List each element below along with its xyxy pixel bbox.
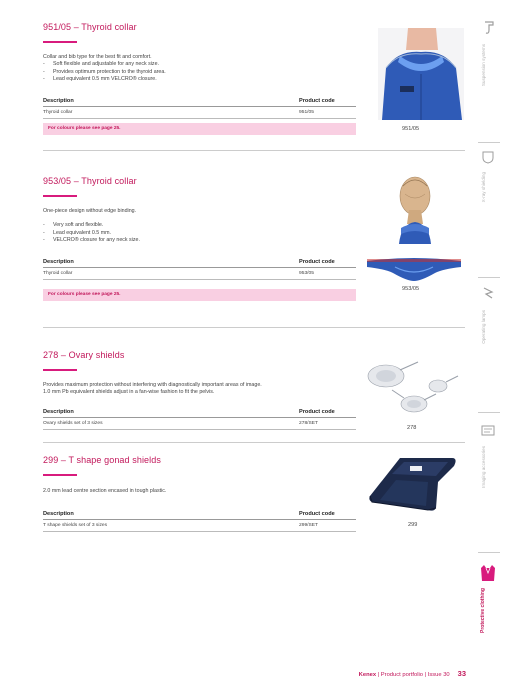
section-title: 953/05 – Thyroid collar bbox=[43, 176, 137, 186]
sidebar-item-suspension[interactable]: Suspension systems bbox=[481, 44, 486, 87]
feature-item: - VELCRO® closure for any neck size. bbox=[43, 237, 363, 244]
feature-item: - Soft flexible and adjustable for any neck size. bbox=[43, 61, 363, 68]
title-underline bbox=[43, 41, 77, 43]
feature-item: - Lead equivalent 0.5 mm. bbox=[43, 230, 363, 237]
sidebar-divider bbox=[478, 412, 500, 413]
sidebar-divider bbox=[478, 552, 500, 553]
section-title: 951/05 – Thyroid collar bbox=[43, 22, 137, 32]
mannequin-head-photo bbox=[393, 172, 437, 246]
product-section-951 bbox=[43, 22, 363, 135]
col-product-code: Product code bbox=[299, 258, 335, 265]
photo-caption: 278 bbox=[407, 425, 417, 431]
section-divider bbox=[43, 327, 465, 328]
ovary-shields-photo bbox=[356, 358, 466, 422]
col-description: Description bbox=[43, 258, 74, 265]
intro-text: One-piece design without edge binding. bbox=[43, 208, 137, 214]
product-section-953 bbox=[43, 176, 363, 301]
photo-caption: 953/05 bbox=[402, 286, 420, 292]
title-underline bbox=[43, 369, 77, 371]
sidebar-item-imaging-accessories[interactable]: Imaging accessories bbox=[481, 446, 486, 488]
sidebar-divider bbox=[478, 142, 500, 143]
col-description: Description bbox=[43, 408, 74, 415]
title-underline bbox=[43, 195, 77, 197]
table-header bbox=[43, 98, 356, 107]
product-table bbox=[43, 511, 356, 532]
product-section-299 bbox=[43, 455, 363, 532]
title-underline bbox=[43, 474, 77, 476]
sidebar-item-xray-shielding[interactable]: X-ray shielding bbox=[481, 172, 486, 203]
intro-text: Collar and bib type for the best fit and comfort. bbox=[43, 54, 152, 60]
photo-caption: 299 bbox=[408, 522, 418, 528]
intro-text: Provides maximum protection without interfering with diagnostically important areas of image. bbox=[43, 382, 262, 388]
row-description: T shape shields set of 3 sizes bbox=[43, 523, 108, 529]
sidebar-item-protective-clothing[interactable]: Protective clothing bbox=[480, 588, 486, 634]
section-description bbox=[43, 54, 363, 84]
col-description: Description bbox=[43, 511, 74, 518]
section-title: 278 – Ovary shields bbox=[43, 350, 125, 360]
table-row bbox=[43, 418, 356, 430]
colour-note[interactable]: For colours please see page 25. bbox=[43, 123, 356, 135]
feature-list bbox=[43, 222, 363, 244]
table-header bbox=[43, 409, 356, 418]
section-description bbox=[43, 208, 363, 245]
col-product-code: Product code bbox=[299, 97, 335, 104]
page-footer bbox=[359, 669, 466, 678]
photo-caption: 951/05 bbox=[402, 126, 420, 132]
sidebar-divider bbox=[478, 277, 500, 278]
imaging-icon[interactable] bbox=[480, 424, 496, 438]
table-header bbox=[43, 259, 356, 268]
section-divider bbox=[43, 150, 465, 151]
row-code: 951/05 bbox=[299, 109, 314, 115]
product-table bbox=[43, 409, 356, 430]
col-description: Description bbox=[43, 97, 74, 104]
lamp-icon[interactable] bbox=[481, 285, 495, 301]
table-header bbox=[43, 511, 356, 520]
t-shape-shields-photo bbox=[366, 452, 460, 514]
apron-icon[interactable] bbox=[480, 564, 496, 582]
col-product-code: Product code bbox=[299, 408, 335, 415]
feature-item: - Lead equivalent 0.5 mm VELCRO® closure. bbox=[43, 76, 363, 83]
row-description: Ovary shields set of 3 sizes bbox=[43, 420, 103, 426]
section-title: 299 – T shape gonad shields bbox=[43, 455, 161, 465]
shield-icon[interactable] bbox=[481, 150, 495, 164]
feature-item: - Provides optimum protection to the thyroid area. bbox=[43, 69, 363, 76]
table-row bbox=[43, 107, 356, 119]
page-number: 33 bbox=[457, 669, 466, 678]
feature-item: - Very soft and flexible. bbox=[43, 222, 363, 229]
product-table bbox=[43, 98, 356, 119]
row-description: Thyroid collar bbox=[43, 270, 73, 276]
product-table bbox=[43, 259, 356, 280]
product-section-278 bbox=[43, 350, 363, 430]
colour-note[interactable]: For colours please see page 25. bbox=[43, 289, 356, 301]
section-description bbox=[43, 488, 363, 495]
row-description: Thyroid collar bbox=[43, 109, 73, 115]
thyroid-collar-953-photo bbox=[365, 253, 463, 283]
row-code: 278/SET bbox=[299, 420, 319, 426]
row-code: 299/SET bbox=[299, 523, 319, 529]
section-divider bbox=[43, 442, 465, 443]
table-row bbox=[43, 268, 356, 280]
suspension-icon[interactable] bbox=[482, 20, 496, 36]
thyroid-collar-951-photo bbox=[378, 28, 464, 120]
col-product-code: Product code bbox=[299, 511, 335, 518]
intro-text: 2.0 mm lead centre section encased in tough plastic. bbox=[43, 488, 167, 494]
section-description bbox=[43, 382, 363, 397]
feature-list bbox=[43, 61, 363, 83]
intro-text: 1.0 mm Pb equivalent shields adjust in a fan-wise fashion to fit the pelvis. bbox=[43, 389, 215, 396]
table-row bbox=[43, 520, 356, 532]
row-code: 953/05 bbox=[299, 270, 314, 276]
footer-text: | Product portfolio | Issue 30 bbox=[376, 672, 450, 678]
sidebar-item-operating-lamps[interactable]: Operating lamps bbox=[481, 310, 486, 344]
footer-brand: Kenex bbox=[358, 672, 377, 678]
